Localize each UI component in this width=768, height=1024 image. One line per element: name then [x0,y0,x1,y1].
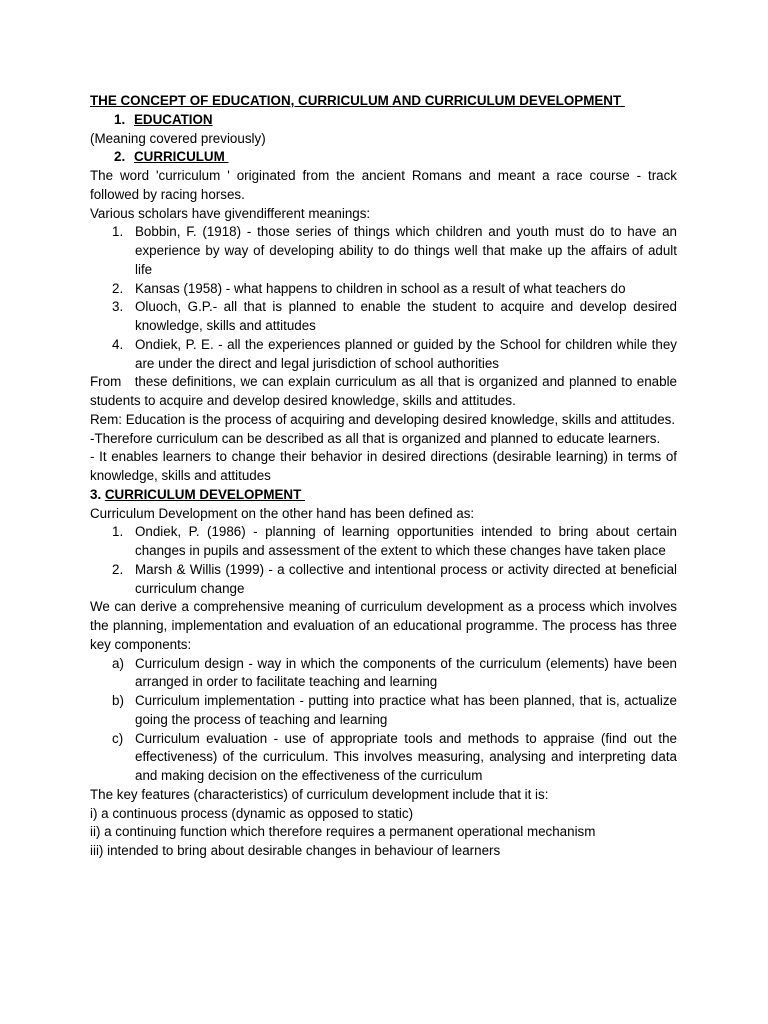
list-marker: 3. [112,299,124,315]
key-feature-item: iii) intended to bring about desirable changes in behaviour of learners [90,843,501,858]
section-heading-text: EDUCATION [134,111,213,127]
list-marker: a) [112,655,124,671]
list-item [90,730,677,786]
list-item [90,692,677,730]
list-marker: 2. [112,561,124,577]
curriculum-development-definitions-list [90,523,677,598]
list-marker: 4. [112,336,124,352]
document-page [90,92,677,861]
list-item-text: Bobbin, F. (1918) - those series of things which children and youth must do to have an experience by way of developing ability to do things well that make up the affairs of adult life [135,224,677,277]
list-item-text: Kansas (1958) - what happens to children in school as a result of what teachers do [135,280,626,296]
paragraph-rem: Rem: Education is the process of acquiring and developing desired knowledge, skills and attitudes. [90,411,676,427]
list-marker: 1. [112,524,124,540]
section-heading-text: CURRICULUM [134,149,229,165]
curriculum-development-intro: Curriculum Development on the other hand has been defined as: [90,505,475,521]
section-number: 2. [114,149,126,165]
list-item [90,655,677,693]
paragraph-enables: - It enables learners to change their behavior in desired directions (desirable learning) in terms of knowledge, skills and attitudes [90,449,677,483]
list-item-text: Oluoch, G.P.- all that is planned to enable the student to acquire and develop desired knowledge, skills and attitudes [135,299,677,333]
key-feature-item: i) a continuous process (dynamic as opposed to static) [90,805,414,821]
list-item [90,223,677,279]
list-marker: b) [112,693,124,708]
curriculum-definitions-list [90,223,677,373]
section-number: 3. [90,486,105,502]
section-heading-text: CURRICULUM DEVELOPMENT [104,486,306,502]
list-item-text: Curriculum evaluation - use of appropriate tools and methods to appraise (find out the effectiveness) of the curriculum. This involves measuring, analysing and interpreting data and making decision on the effectiveness of the curriculum [135,730,677,783]
list-marker: 2. [112,280,124,296]
section-heading-curriculum-development [90,486,677,505]
list-item [90,561,677,599]
scholars-intro: Various scholars have givendifferent meanings: [90,205,371,221]
key-features-intro: The key features (characteristics) of curriculum development include that it is: [90,786,549,802]
list-item-text: Curriculum implementation - putting into practice what has been planned, that is, actualize going the process of teaching and learning [135,693,677,727]
list-item-text: Ondiek, P. E. - all the experiences planned or guided by the School for children while they are under the direct and legal jurisdiction of school authorities [135,336,677,371]
paragraph-from-definitions: From these definitions, we can explain curriculum as all that is organized and planned to enable students to acquire and develop desired knowledge, skills and attitudes. [90,374,677,408]
list-marker: c) [112,730,124,746]
section-heading-education [90,111,677,130]
list-item-text: Curriculum design - way in which the components of the curriculum (elements) have been arranged in order to facilitate teaching and learning [135,655,677,690]
list-item [90,336,677,374]
paragraph-therefore: -Therefore curriculum can be described as all that is organized and planned to educate learners. [90,430,661,446]
section-heading-curriculum [90,148,677,167]
list-marker: 1. [112,224,124,240]
list-item [90,523,677,561]
curriculum-origin-paragraph: The word 'curriculum ' originated from the ancient Romans and meant a race course - track followed by racing horses. [90,168,677,202]
key-feature-item: ii) a continuing function which therefore requires a permanent operational mechanism [90,824,596,840]
document-title: THE CONCEPT OF EDUCATION, CURRICULUM AND CURRICULUM DEVELOPMENT [90,93,625,108]
paragraph-derive-meaning: We can derive a comprehensive meaning of curriculum development as a process which involves the planning, implementation and evaluation of an educational programme. The process has three key components: [90,599,677,652]
list-item-text: Marsh & Willis (1999) - a collective and intentional process or activity directed at beneficial curriculum change [135,561,677,596]
education-note: (Meaning covered previously) [90,130,266,146]
section-number: 1. [114,111,126,127]
key-components-list [90,655,677,786]
list-item [90,298,677,336]
list-item-text: Ondiek, P. (1986) - planning of learning opportunities intended to bring about certain changes in pupils and assessment of the extent to which these changes have taken place [135,524,677,558]
list-item [90,280,677,299]
